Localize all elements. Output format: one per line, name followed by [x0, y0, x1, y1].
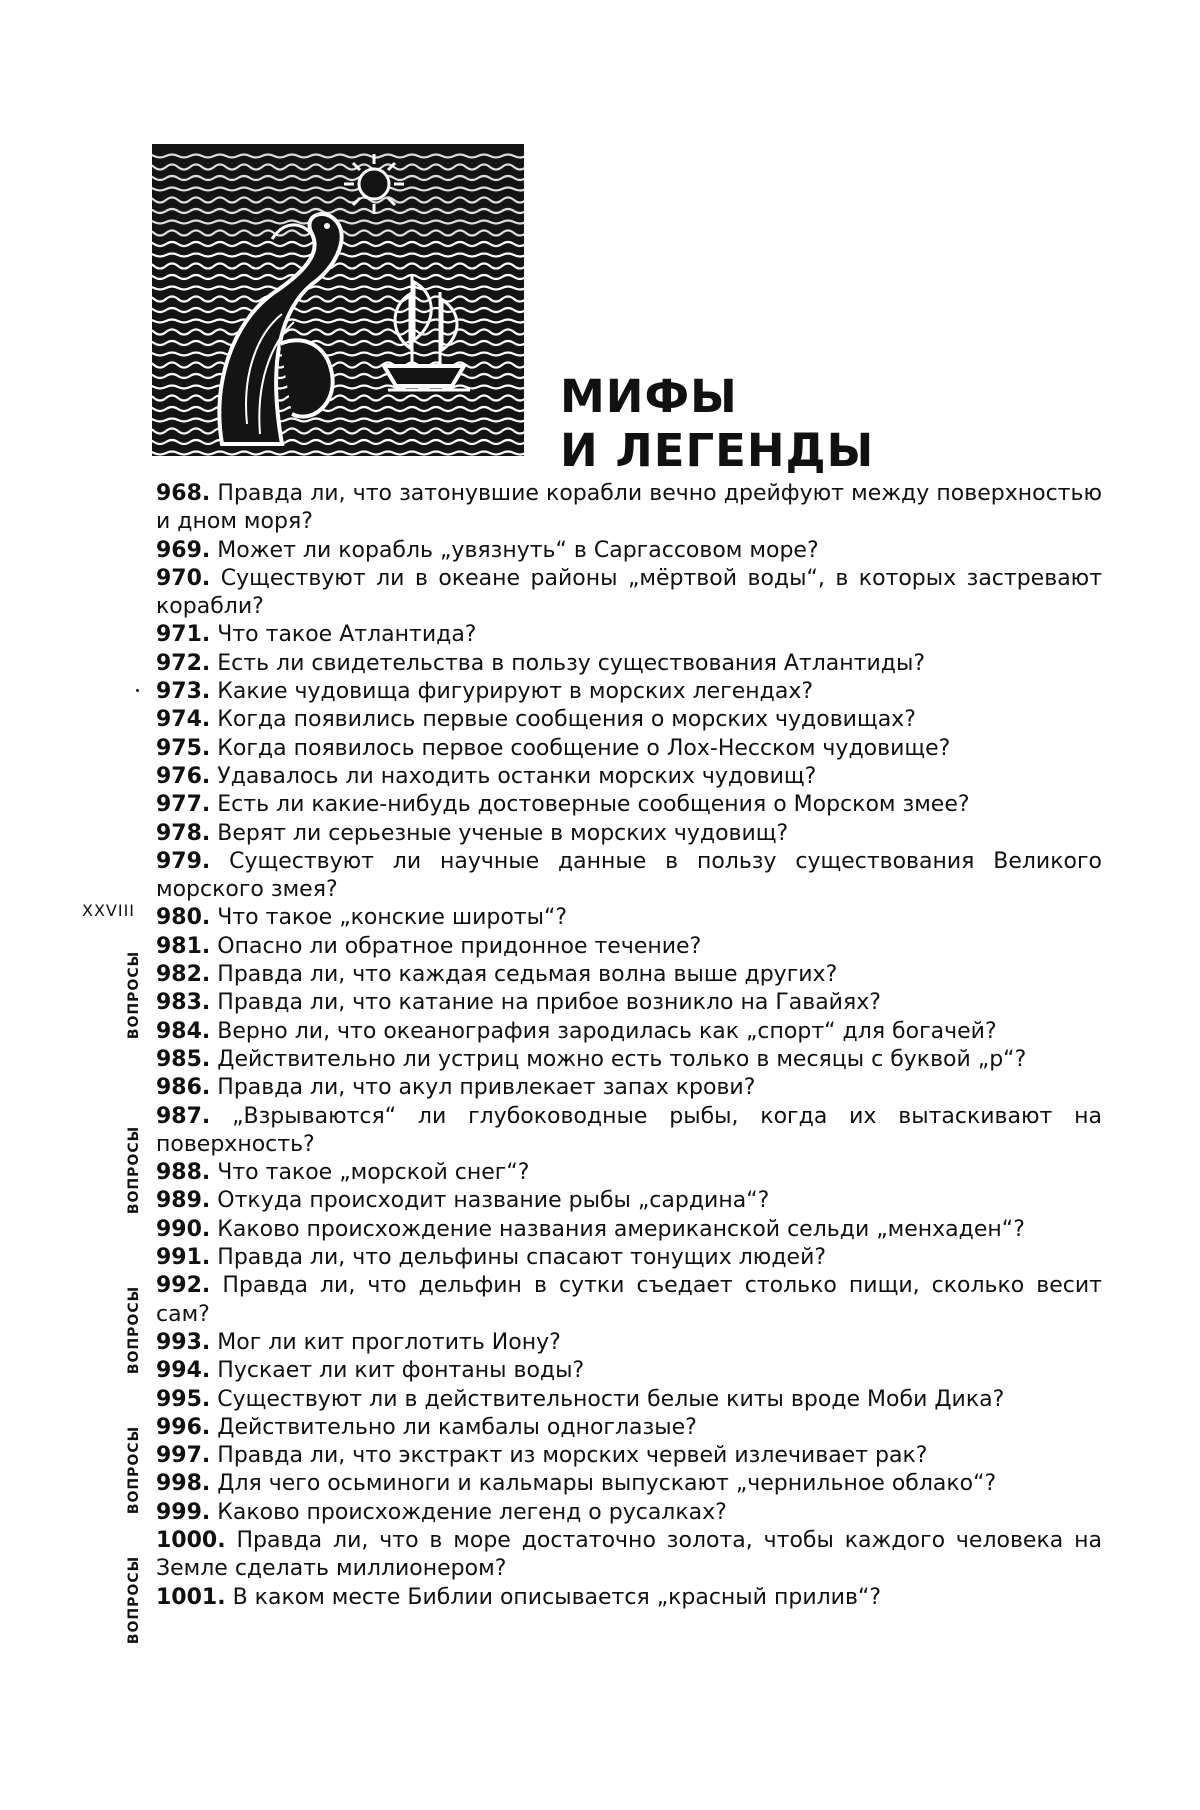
question-number: 973. [156, 679, 211, 705]
question-number: 991. [156, 1245, 211, 1271]
question-text: Может ли корабль „увязнуть“ в Саргассовом море? [217, 537, 819, 563]
question-number: 989. [156, 1188, 211, 1214]
question-number: 987. [156, 1103, 211, 1129]
question-number: 985. [156, 1046, 211, 1072]
question-item [156, 820, 1102, 848]
question-text: Верно ли, что океанография зародилась как „спорт“ для богачей? [217, 1018, 997, 1044]
question-text: Существуют ли в действительности белые киты вроде Моби Дика? [217, 1386, 1005, 1412]
question-item [156, 706, 1102, 734]
question-text: Опасно ли обратное придонное течение? [217, 933, 702, 959]
question-number: 993. [156, 1329, 211, 1355]
print-speck [136, 689, 139, 692]
question-text: Когда появилось первое сообщение о Лох-Несском чудовище? [217, 735, 951, 761]
question-text: Удавалось ли находить останки морских чудовищ? [217, 763, 817, 789]
question-text: Верят ли серьезные ученые в морских чудовищ? [217, 820, 789, 846]
question-text: Каково происхождение названия американской сельди „менхаден“? [217, 1216, 1025, 1242]
section-title-line2: И ЛЕГЕНДЫ [560, 424, 875, 477]
question-text: Правда ли, что катание на прибое возникло на Гавайях? [217, 990, 881, 1016]
question-number: 977. [156, 792, 211, 818]
question-number: 980. [156, 905, 211, 931]
side-label: ВОПРОСЫ [126, 1125, 142, 1215]
question-item [156, 791, 1102, 819]
question-item [156, 735, 1102, 763]
sea-monster-woodcut-illustration [152, 144, 524, 456]
question-text: Существуют ли в океане районы „мёртвой воды“, в которых застревают корабли? [156, 565, 1103, 620]
question-number: 1000. [156, 1527, 226, 1553]
question-number: 990. [156, 1216, 211, 1242]
question-number: 969. [156, 537, 211, 563]
question-item [156, 848, 1102, 905]
question-text: Что такое „конские широты“? [217, 905, 568, 931]
question-number: 982. [156, 962, 211, 988]
side-label: ВОПРОСЫ [126, 1425, 142, 1515]
question-text: Правда ли, что акул привлекает запах крови? [217, 1075, 756, 1101]
sun-figure [344, 154, 404, 214]
question-item [156, 1018, 1102, 1046]
question-number: 981. [156, 933, 211, 959]
question-item [156, 961, 1102, 989]
question-item [156, 1046, 1102, 1074]
question-text: Есть ли свидетельства в пользу существования Атлантиды? [217, 650, 926, 676]
question-text: Что такое „морской снег“? [217, 1160, 530, 1186]
page-number: XXVIII [82, 901, 136, 920]
question-text: Что такое Атлантида? [217, 622, 477, 648]
question-text: Правда ли, что затонувшие корабли вечно дрейфуют между поверхностью и дном моря? [156, 481, 1102, 535]
question-number: 974. [156, 707, 211, 733]
question-number: 968. [156, 481, 211, 506]
side-label: ВОПРОСЫ [126, 950, 142, 1040]
question-text: „Взрываются“ ли глубоководные рыбы, когда их вытаскивают на поверхность? [156, 1103, 1102, 1157]
question-item [156, 904, 1102, 932]
question-item [156, 1584, 1102, 1612]
side-label: ВОПРОСЫ [126, 1285, 142, 1375]
question-item [156, 933, 1102, 961]
question-text: Действительно ли камбалы одноглазые? [217, 1414, 697, 1440]
question-number: 979. [156, 848, 211, 874]
question-item [156, 1357, 1102, 1385]
question-item [156, 763, 1102, 791]
question-number: 988. [156, 1160, 211, 1186]
question-text: Когда появились первые сообщения о морских чудовищах? [217, 707, 916, 733]
question-number: 986. [156, 1075, 211, 1101]
question-number: 978. [156, 820, 211, 846]
question-text: Есть ли какие-нибудь достоверные сообщения о Морском змее? [217, 792, 970, 818]
question-item [156, 1272, 1102, 1329]
question-item [156, 678, 1102, 706]
question-item [156, 1159, 1102, 1187]
question-number: 995. [156, 1386, 211, 1412]
question-number: 998. [156, 1471, 211, 1497]
question-item [156, 1074, 1102, 1102]
section-title-line1: МИФЫ [560, 370, 738, 423]
question-number: 970. [156, 565, 211, 591]
section-title [560, 370, 874, 478]
question-number: 984. [156, 1018, 211, 1044]
question-list [156, 480, 1102, 1612]
question-number: 1001. [156, 1584, 226, 1610]
question-text: В каком месте Библии описывается „красный прилив“? [232, 1584, 882, 1610]
question-number: 996. [156, 1414, 211, 1440]
question-text: Правда ли, что в море достаточно золота, чтобы каждого человека на Земле сделать миллионером? [156, 1527, 1102, 1582]
question-item [156, 989, 1102, 1017]
question-item [156, 1386, 1102, 1414]
question-text: Правда ли, что дельфин в сутки съедает столько пищи, сколько весит сам? [156, 1273, 1102, 1327]
question-number: 994. [156, 1358, 211, 1384]
question-text: Правда ли, что экстракт из морских червей излечивает рак? [217, 1443, 928, 1469]
question-text: Какие чудовища фигурируют в морских легендах? [217, 679, 814, 705]
question-item [156, 621, 1102, 649]
question-text: Существуют ли научные данные в пользу существования Великого морского змея? [156, 848, 1102, 903]
question-text: Откуда происходит название рыбы „сардина“? [217, 1188, 770, 1214]
question-item [156, 1414, 1102, 1442]
question-item [156, 1216, 1102, 1244]
question-number: 971. [156, 622, 211, 648]
question-text: Правда ли, что каждая седьмая волна выше других? [217, 962, 838, 988]
question-item [156, 1244, 1102, 1272]
question-text: Каково происхождение легенд о русалках? [217, 1499, 727, 1525]
question-item [156, 1187, 1102, 1215]
question-text: Для чего осьминоги и кальмары выпускают „чернильное облако“? [217, 1471, 997, 1497]
question-text: Правда ли, что дельфины спасают тонущих людей? [217, 1245, 827, 1271]
side-label: ВОПРОСЫ [126, 1555, 142, 1645]
question-number: 999. [156, 1499, 211, 1525]
question-item [156, 1442, 1102, 1470]
question-text: Пускает ли кит фонтаны воды? [217, 1358, 585, 1384]
question-item [156, 1527, 1102, 1584]
question-number: 997. [156, 1443, 211, 1469]
question-number: 992. [156, 1273, 211, 1299]
question-item [156, 1470, 1102, 1498]
question-number: 976. [156, 763, 211, 789]
question-item [156, 537, 1102, 565]
question-text: Действительно ли устриц можно есть только в месяцы с буквой „р“? [217, 1046, 1027, 1072]
question-item [156, 1329, 1102, 1357]
question-number: 972. [156, 650, 211, 676]
question-item [156, 650, 1102, 678]
question-number: 983. [156, 990, 211, 1016]
question-item [156, 565, 1102, 622]
question-item [156, 1103, 1102, 1160]
question-number: 975. [156, 735, 211, 761]
question-item [156, 480, 1102, 537]
question-item [156, 1499, 1102, 1527]
question-text: Мог ли кит проглотить Иону? [217, 1329, 561, 1355]
